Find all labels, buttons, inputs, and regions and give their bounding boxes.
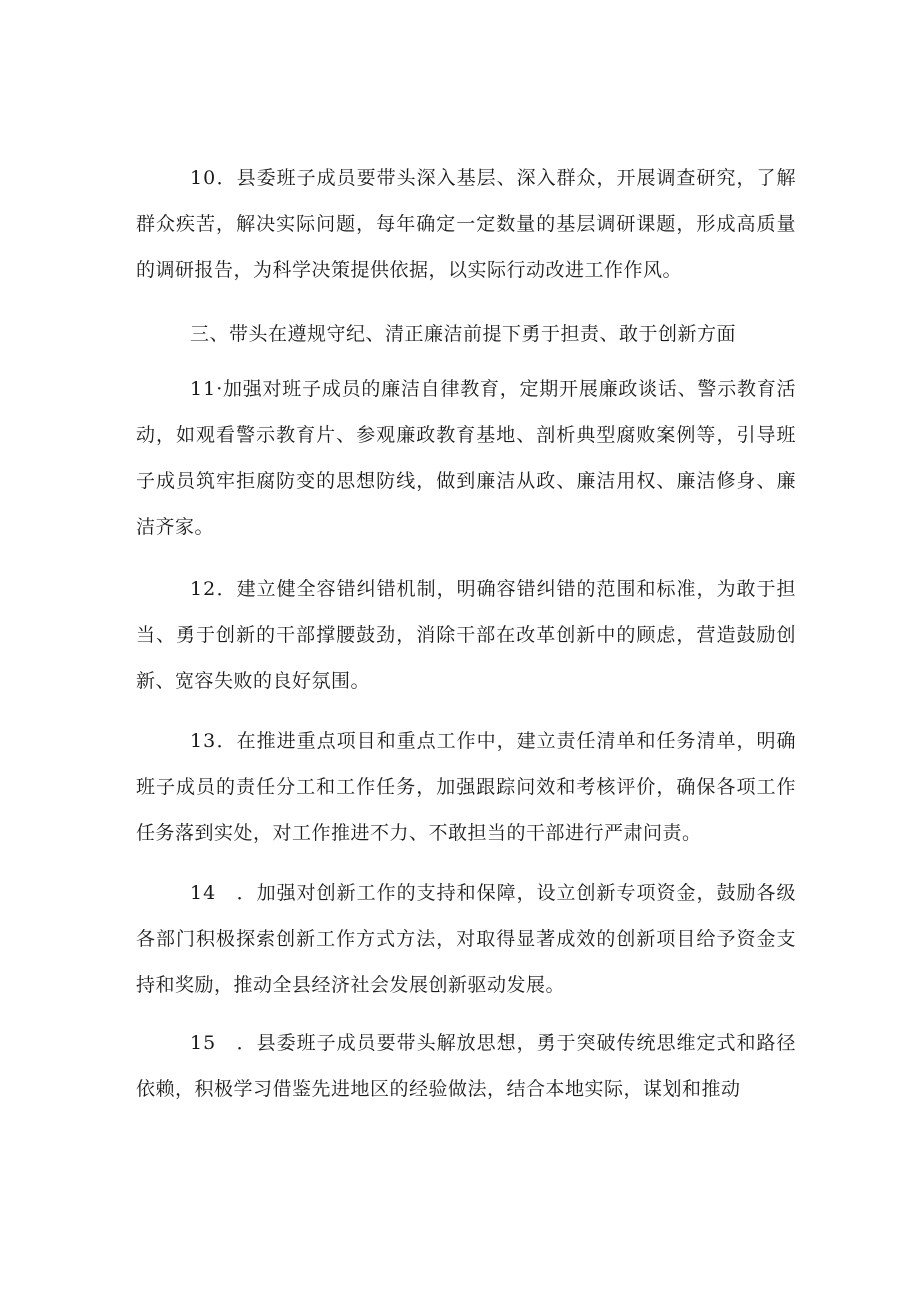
paragraph-text: ．县委班子成员要带头解放思想，勇于突破传统思维定式和路径依赖，积极学习借鉴先进地区的经验做法，结合本地实际，谋划和推动 xyxy=(136,1032,796,1100)
paragraph-number: 13 xyxy=(190,730,217,752)
paragraph-text: ．县委班子成员要带头深入基层、深入群众，开展调查研究，了解群众疾苦，解决实际问题，每年确定一定数量的基层调研课题，形成高质量的调研报告，为科学决策提供依据，以实际行动改进工作作风。 xyxy=(136,167,796,281)
paragraph-number: 10 xyxy=(190,167,217,189)
paragraph-text: ．在推进重点项目和重点工作中，建立责任清单和任务清单，明确班子成员的责任分工和工作任务，加强跟踪问效和考核评价，确保各项工作任务落到实处，对工作推进不力、不敢担当的干部进行严肃问责。 xyxy=(136,730,796,844)
paragraph-10 xyxy=(136,155,796,293)
paragraph-12 xyxy=(136,566,796,704)
paragraph-11 xyxy=(136,366,796,550)
paragraph-text: ·加强对班子成员的廉洁自律教育，定期开展廉政谈话、警示教育活动，如观看警示教育片、参观廉政教育基地、剖析典型腐败案例等，引导班子成员筑牢拒腐防变的思想防线，做到廉洁从政、廉洁用权、廉洁修身、廉洁齐家。 xyxy=(136,378,796,538)
paragraph-14 xyxy=(136,870,796,1008)
paragraph-13 xyxy=(136,718,796,856)
paragraph-number: 14 xyxy=(190,882,217,904)
paragraph-number: 15 xyxy=(190,1032,217,1054)
paragraph-number: 11 xyxy=(190,378,217,400)
paragraph-text: ．建立健全容错纠错机制，明确容错纠错的范围和标准，为敢于担当、勇于创新的干部撑腰鼓劲，消除干部在改革创新中的顾虑，营造鼓励创新、宽容失败的良好氛围。 xyxy=(136,578,796,692)
paragraph-number: 12 xyxy=(190,578,217,600)
section-heading: 三、带头在遵规守纪、清正廉洁前提下勇于担责、敢于创新方面 xyxy=(190,323,737,345)
paragraph-text: ．加强对创新工作的支持和保障，设立创新专项资金，鼓励各级各部门积极探索创新工作方式方法，对取得显著成效的创新项目给予资金支持和奖励，推动全县经济社会发展创新驱动发展。 xyxy=(136,882,796,996)
paragraph-15 xyxy=(136,1020,796,1112)
